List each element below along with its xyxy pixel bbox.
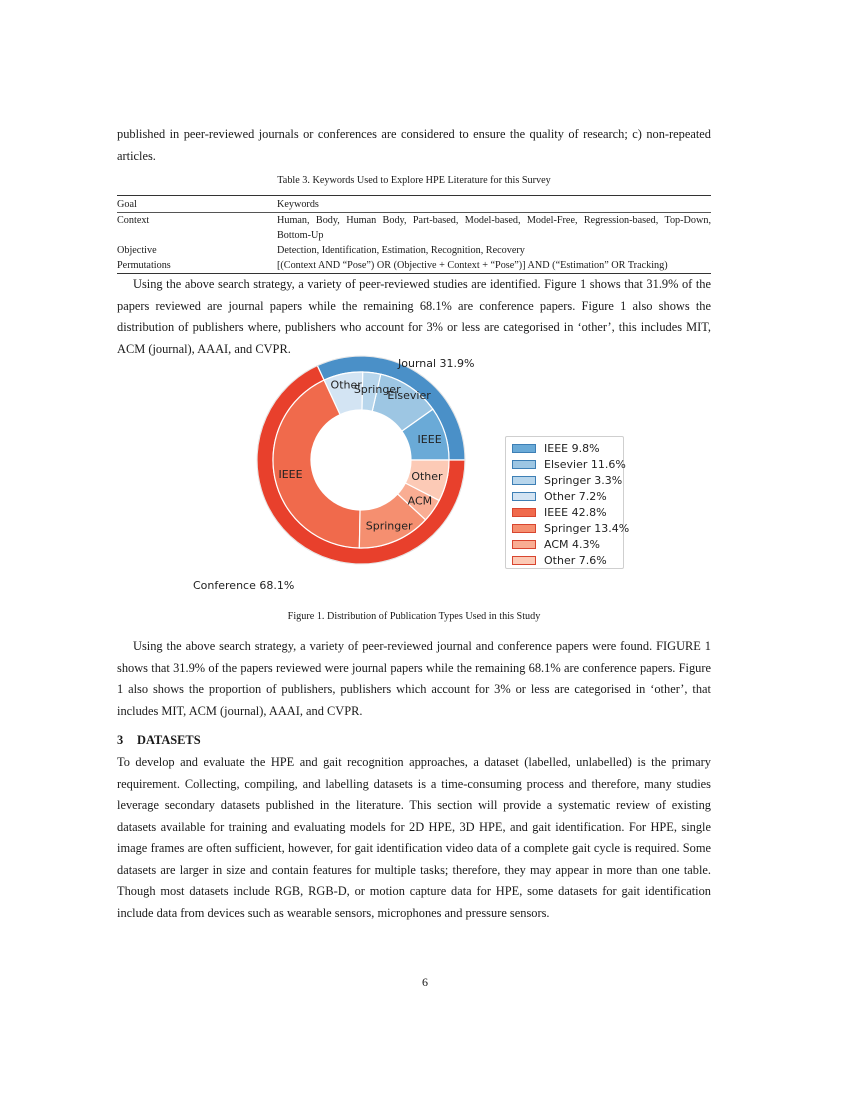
outer-label-journal: Journal 31.9% <box>398 357 475 370</box>
datasets-paragraph <box>117 752 711 924</box>
legend-label: Other 7.2% <box>544 490 607 504</box>
legend-item <box>512 457 626 473</box>
keywords-cell: Human, Body, Human Body, Part-based, Model-based, Model-Free, Regression-based, Top-Down, Bottom-Up <box>277 215 711 241</box>
paragraph-text: Using the above search strategy, a variety of peer-reviewed studies are identified. Figure 1 shows that 31.9% of the papers reviewed are journal papers while the remaining 68.1% are conference papers. Figure 1 also shows the distribution of publishers where, publishers who account for 3% or less are categorised in ‘other’, this includes MIT, ACM (journal), AAAI, and CVPR. <box>117 277 711 356</box>
legend-swatch-icon <box>512 492 536 501</box>
keywords-cell: Detection, Identification, Estimation, Recognition, Recovery <box>277 245 525 256</box>
inner-slice-label: Elsevier <box>387 389 431 403</box>
section-number: 3 <box>117 733 124 747</box>
goal-cell: Permutations <box>117 258 277 274</box>
keywords-cell: [(Context AND “Pose”) OR (Objective + Context + “Pose”)] AND (“Estimation” OR Tracking) <box>277 258 711 274</box>
paragraph-text: Using the above search strategy, a variety of peer-reviewed journal and conference papers were found. FIGURE 1 shows that 31.9% of the papers reviewed were journal papers while the remaining 68.1% are conference papers. Figure 1 also shows the proportion of publishers, publishers which account for 3% or less are categorised in ‘other’, that includes MIT, ACM (journal), AAAI, and CVPR. <box>117 639 711 718</box>
legend-swatch-icon <box>512 540 536 549</box>
inner-slice-label: IEEE <box>278 467 303 481</box>
legend-swatch-icon <box>512 524 536 533</box>
legend-item <box>512 489 623 505</box>
column-header-keywords: Keywords <box>277 196 711 213</box>
chart-legend <box>505 436 630 569</box>
inner-slice-label: Other <box>411 470 443 484</box>
legend-item <box>512 536 623 552</box>
legend-swatch-icon <box>512 444 536 453</box>
legend-label: Springer 13.4% <box>544 521 630 535</box>
inner-slice-label: IEEE <box>417 433 442 447</box>
legend-label: ACM 4.3% <box>544 537 600 551</box>
figure-1-donut-chart <box>190 352 640 598</box>
legend-label: IEEE 42.8% <box>544 506 607 519</box>
legend-label: Other 7.6% <box>544 553 607 567</box>
legend-item <box>512 552 623 568</box>
outer-label-conference: Conference 68.1% <box>193 579 295 592</box>
intro-paragraph <box>117 124 711 167</box>
legend-item <box>512 473 623 489</box>
table-row <box>117 243 711 258</box>
figure-caption: Figure 1. Distribution of Publication Types Used in this Study <box>287 611 541 622</box>
legend-label: Springer 3.3% <box>544 474 623 488</box>
inner-slice-label: Other <box>330 378 362 392</box>
legend-swatch-icon <box>512 508 536 517</box>
legend-item <box>512 520 630 536</box>
legend-label: IEEE 9.8% <box>544 442 600 456</box>
paragraph-text: To develop and evaluate the HPE and gait recognition approaches, a dataset (labelled, unlabelled) is the primary requirement. Collecting, compiling, and labelling datasets is a time-consuming process and therefore, many studies leverage secondary datasets published in the literature. This section will provide a systematic review of existing datasets available for training and evaluating models for 2D HPE, 3D HPE, and gait identification. For HPE, single image frames are often sufficient, however, for gait identification video data of a complete gait cycle is required. Some datasets are larger in size and contain features for multiple tasks; therefore, they may appear in more than one table. Though most datasets include RGB, RGB-D, or motion capture data for HPE, some datasets for gait identification include data from devices such as wearable sensors, microphones and pressure sensors. <box>117 755 711 920</box>
section-title: DATASETS <box>137 733 201 747</box>
goal-cell: Objective <box>117 245 157 256</box>
donut-chart-svg <box>190 352 490 598</box>
inner-slice-label: ACM <box>407 494 433 508</box>
goal-cell: Context <box>117 215 150 226</box>
keywords-table <box>117 195 711 274</box>
search-strategy-paragraph-2 <box>117 636 711 722</box>
legend-item <box>512 441 623 457</box>
table-header-row <box>117 196 711 213</box>
legend-swatch-icon <box>512 476 536 485</box>
legend-swatch-icon <box>512 556 536 565</box>
legend-swatch-icon <box>512 460 536 469</box>
inner-slice-label: Springer <box>353 382 401 396</box>
legend-label: Elsevier 11.6% <box>544 458 626 472</box>
table-caption: Table 3. Keywords Used to Explore HPE Literature for this Survey <box>277 175 551 186</box>
page-number: 6 <box>422 975 428 989</box>
search-strategy-paragraph-1 <box>117 274 711 360</box>
section-heading <box>117 733 201 748</box>
table-row <box>117 258 711 274</box>
table-row <box>117 213 711 244</box>
inner-slice-label: Springer <box>365 519 413 533</box>
intro-paragraph-text: published in peer-reviewed journals or conferences are considered to ensure the quality of research; c) non-repeated articles. <box>117 127 711 163</box>
legend-item <box>512 505 623 521</box>
column-header-goal: Goal <box>117 196 277 213</box>
